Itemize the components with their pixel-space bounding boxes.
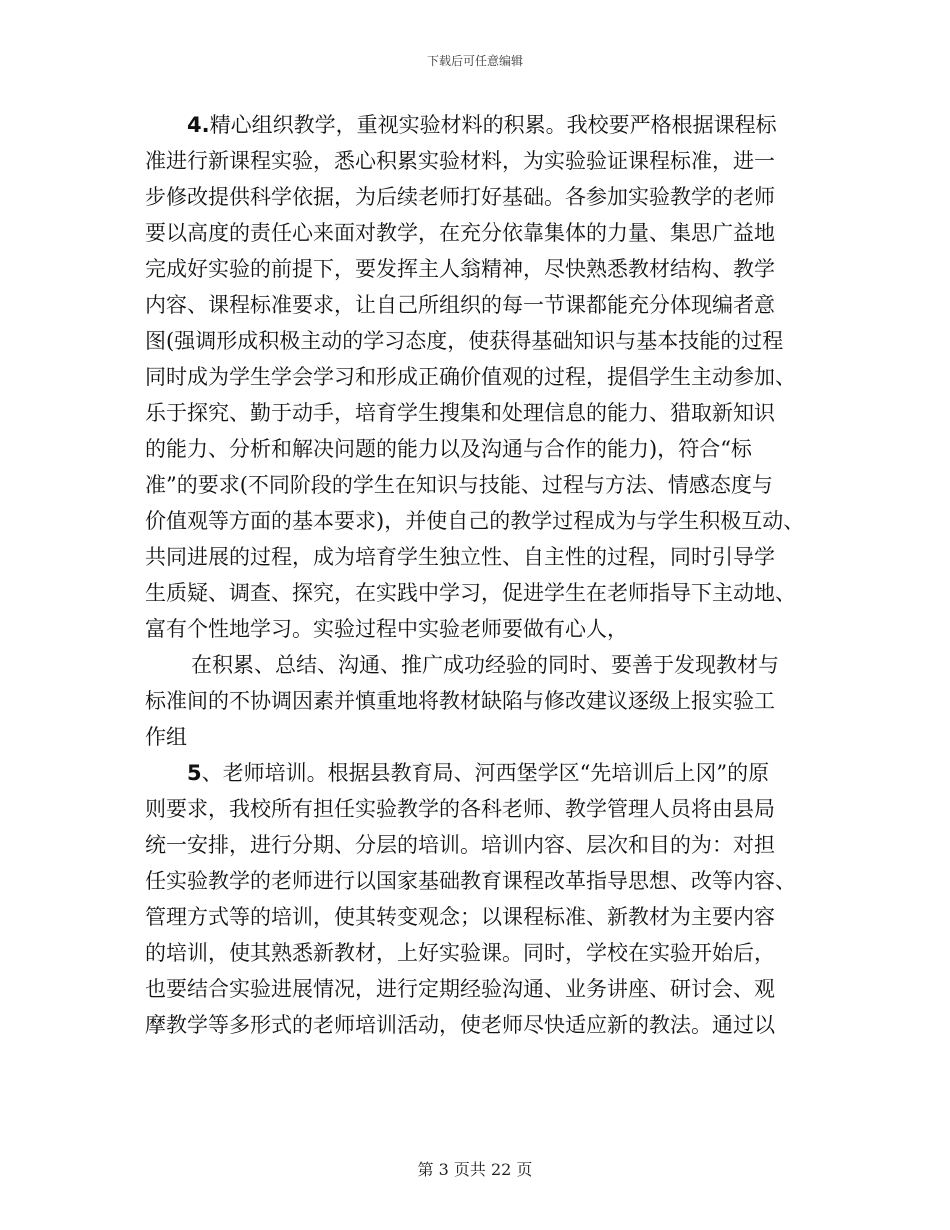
paragraph-4-line-1: 4.精心组织教学，重视实验材料的积累。我校要严格根据课程标 [187, 113, 777, 137]
paragraph-4-line: 内容、课程标准要求，让自己所组织的每一节课都能充分体现编者意 [145, 293, 775, 317]
page-number-footer: 第 3 页共 22 页 [417, 1160, 533, 1179]
paragraph-4-line: 价值观等方面的基本要求)，并使自己的教学过程成为与学生积极互动、 [145, 509, 805, 533]
paragraph-4-line: 要以高度的责任心来面对教学，在充分依靠集体的力量、集思广益地 [145, 221, 775, 245]
paragraph-4-line: 富有个性地学习。实验过程中实验老师要做有心人， [145, 617, 628, 641]
paragraph-4b-line: 标准间的不协调因素并慎重地将教材缺陷与修改建议逐级上报实验工 [145, 689, 775, 713]
paragraph-5-line: 也要结合实验进展情况，进行定期经验沟通、业务讲座、研讨会、观 [145, 977, 775, 1001]
paragraph-4-line: 步修改提供科学依据，为后续老师打好基础。各参加实验教学的老师 [145, 185, 775, 209]
document-body [145, 107, 825, 1043]
paragraph-5-line: 则要求，我校所有担任实验教学的各科老师、教学管理人员将由县局 [145, 797, 775, 821]
paragraph-4-line: 生质疑、调查、探究，在实践中学习，促进学生在老师指导下主动地、 [145, 581, 796, 605]
paragraph-4-line: 图(强调形成积极主动的学习态度，使获得基础知识与基本技能的过程 [145, 329, 784, 353]
paragraph-5-line: 摩教学等多形式的老师培训活动，使老师尽快适应新的教法。通过以 [145, 1013, 775, 1037]
paragraph-5-line: 任实验教学的老师进行以国家基础教育课程改革指导思想、改等内容、 [145, 869, 796, 893]
paragraph-4-line: 准”的要求(不同阶段的学生在知识与技能、过程与方法、情感态度与 [145, 473, 773, 497]
paragraph-4-line: 同时成为学生学会学习和形成正确价值观的过程，提倡学生主动参加、 [145, 365, 796, 389]
paragraph-5-line-1: 5、老师培训。根据县教育局、河西堡学区“先培训后上冈”的原 [187, 761, 770, 785]
paragraph-4-number: 4. [187, 113, 210, 137]
paragraph-4-line: 乐于探究、勤于动手，培育学生搜集和处理信息的能力、猎取新知识 [145, 401, 775, 425]
paragraph-5-line: 管理方式等的培训，使其转变观念；以课程标准、新教材为主要内容 [145, 905, 775, 929]
paragraph-4-line: 准进行新课程实验，悉心积累实验材料，为实验验证课程标准，进一 [145, 149, 775, 173]
paragraph-4b-line: 在积累、总结、沟通、推广成功经验的同时、要善于发现教材与 [191, 653, 779, 677]
paragraph-4-line: 共同进展的过程，成为培育学生独立性、自主性的过程，同时引导学 [145, 545, 775, 569]
paragraph-4b-line: 作组 [145, 725, 187, 749]
page-header: 下载后可任意编辑 [426, 54, 523, 68]
paragraph-5-line: 统一安排，进行分期、分层的培训。培训内容、层次和目的为：对担 [145, 833, 775, 857]
paragraph-5-line: 的培训，使其熟悉新教材，上好实验课。同时，学校在实验开始后， [145, 941, 775, 965]
paragraph-5-number: 5 [187, 761, 202, 785]
paragraph-4-line: 的能力、分析和解决问题的能力以及沟通与合作的能力)，符合“标 [145, 437, 752, 461]
paragraph-4-line: 完成好实验的前提下，要发挥主人翁精神，尽快熟悉教材结构、教学 [145, 257, 775, 281]
